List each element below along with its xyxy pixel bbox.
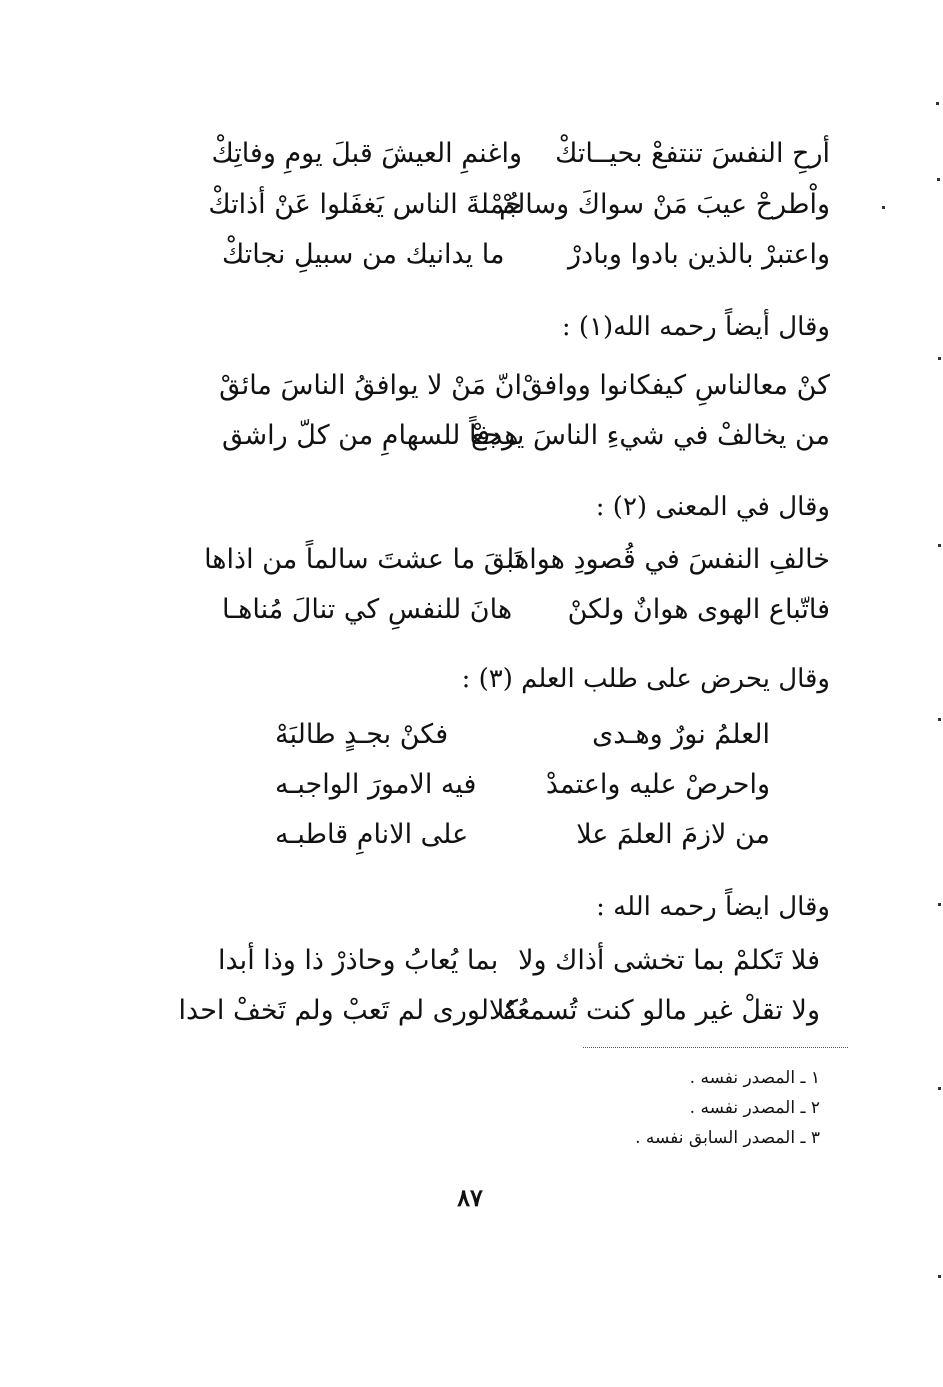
- poem1-line3-second-hemistich: ما يدانيك من سبيلِ نجاتكْ: [222, 239, 505, 270]
- margin-speck: [938, 1275, 941, 1278]
- poem5-line1-first-hemistich: فلا تَكلمْ بما تخشى أذاك ولا: [518, 945, 820, 976]
- poem4-line2-first-hemistich: واحرصْ عليه واعتمدْ: [545, 769, 770, 800]
- poem1-line3-first-hemistich: واعتبرْ بالذين بادوا وبادرْ: [568, 239, 830, 270]
- poem4-line1-second-hemistich: فكنْ بجـدٍ طالبَهْ: [275, 719, 449, 750]
- poem4-intro: وقال يحرض على طلب العلم (٣) :: [461, 664, 830, 694]
- poem3-line1-first-hemistich: خالفِ النفسَ في قُصودِ هواها: [506, 544, 830, 575]
- footnote-3: ٣ ـ المصدر السابق نفسه .: [635, 1128, 820, 1148]
- margin-speck: [938, 718, 941, 721]
- poem2-line1-first-hemistich: كنْ معالناسِ كيفكانوا ووافقْ: [521, 370, 830, 401]
- margin-speck: [882, 206, 885, 209]
- poem4-line2-second-hemistich: فيه الامورَ الواجبـه: [275, 769, 477, 800]
- footnote-separator: [583, 1047, 848, 1048]
- poem5-intro: وقال ايضاً رحمه الله :: [596, 892, 830, 922]
- page-number: ٨٧: [457, 1183, 483, 1212]
- poem4-line1-first-hemistich: العلمُ نورٌ وهـدى: [592, 719, 770, 750]
- margin-speck: [938, 544, 941, 547]
- poem5-line2-first-hemistich: ولا تقلْ غير مالو كنت تُسمعُهُ: [502, 995, 820, 1026]
- poem3-intro: وقال في المعنى (٢) :: [595, 492, 830, 522]
- margin-speck: [936, 102, 939, 105]
- poem2-line2-second-hemistich: هدفاً للسهامِ من كلّ راشق: [222, 420, 519, 451]
- footnote-2: ٢ ـ المصدر نفسه .: [689, 1098, 820, 1118]
- poem1-line1-first-hemistich: أرحِ النفسَ تنتفعْ بحيــاتكْ: [555, 138, 830, 169]
- margin-speck: [937, 178, 940, 181]
- footnote-1: ١ ـ المصدر نفسه .: [689, 1068, 820, 1088]
- poem2-line2-first-hemistich: من يخالفْ في شيءِ الناسَ يرجعْ: [470, 420, 830, 451]
- poem4-line3-second-hemistich: على الانامِ قاطبـه: [275, 819, 469, 850]
- poem4-line3-first-hemistich: من لازمَ العلمَ علا: [576, 819, 770, 850]
- margin-speck: [938, 903, 941, 906]
- margin-speck: [938, 357, 941, 360]
- poem2-line1-second-hemistich: انّ مَنْ لا يوافقُ الناسَ مائقْ: [219, 370, 522, 401]
- poem1-line2-first-hemistich: واْطرحْ عيبَ مَنْ سواكَ وسالمْ: [499, 189, 830, 220]
- poem2-intro: وقال أيضاً رحمه الله(١) :: [561, 312, 830, 342]
- poem1-line1-second-hemistich: واغنمِ العيشَ قبلَ يومِ وفاتِكْ: [211, 138, 522, 169]
- poem3-line1-second-hemistich: تَبقَ ما عشتَ سالماً من اذاها: [204, 544, 522, 575]
- poem1-line2-second-hemistich: جُمْلةَ الناس يَغفَلوا عَنْ أذاتكْ: [208, 189, 522, 220]
- poem5-line1-second-hemistich: بما يُعابُ وحاذرْ ذا وذا أبدا: [218, 945, 499, 976]
- poem3-line2-second-hemistich: هانَ للنفسِ كي تنالَ مُناهـا: [222, 594, 513, 625]
- margin-speck: [938, 1087, 941, 1090]
- poem5-line2-second-hemistich: كلالورى لم تَعبْ ولم تَخفْ احدا: [178, 995, 518, 1026]
- poem3-line2-first-hemistich: فاتّباع الهوى هوانٌ ولكنْ: [567, 594, 830, 625]
